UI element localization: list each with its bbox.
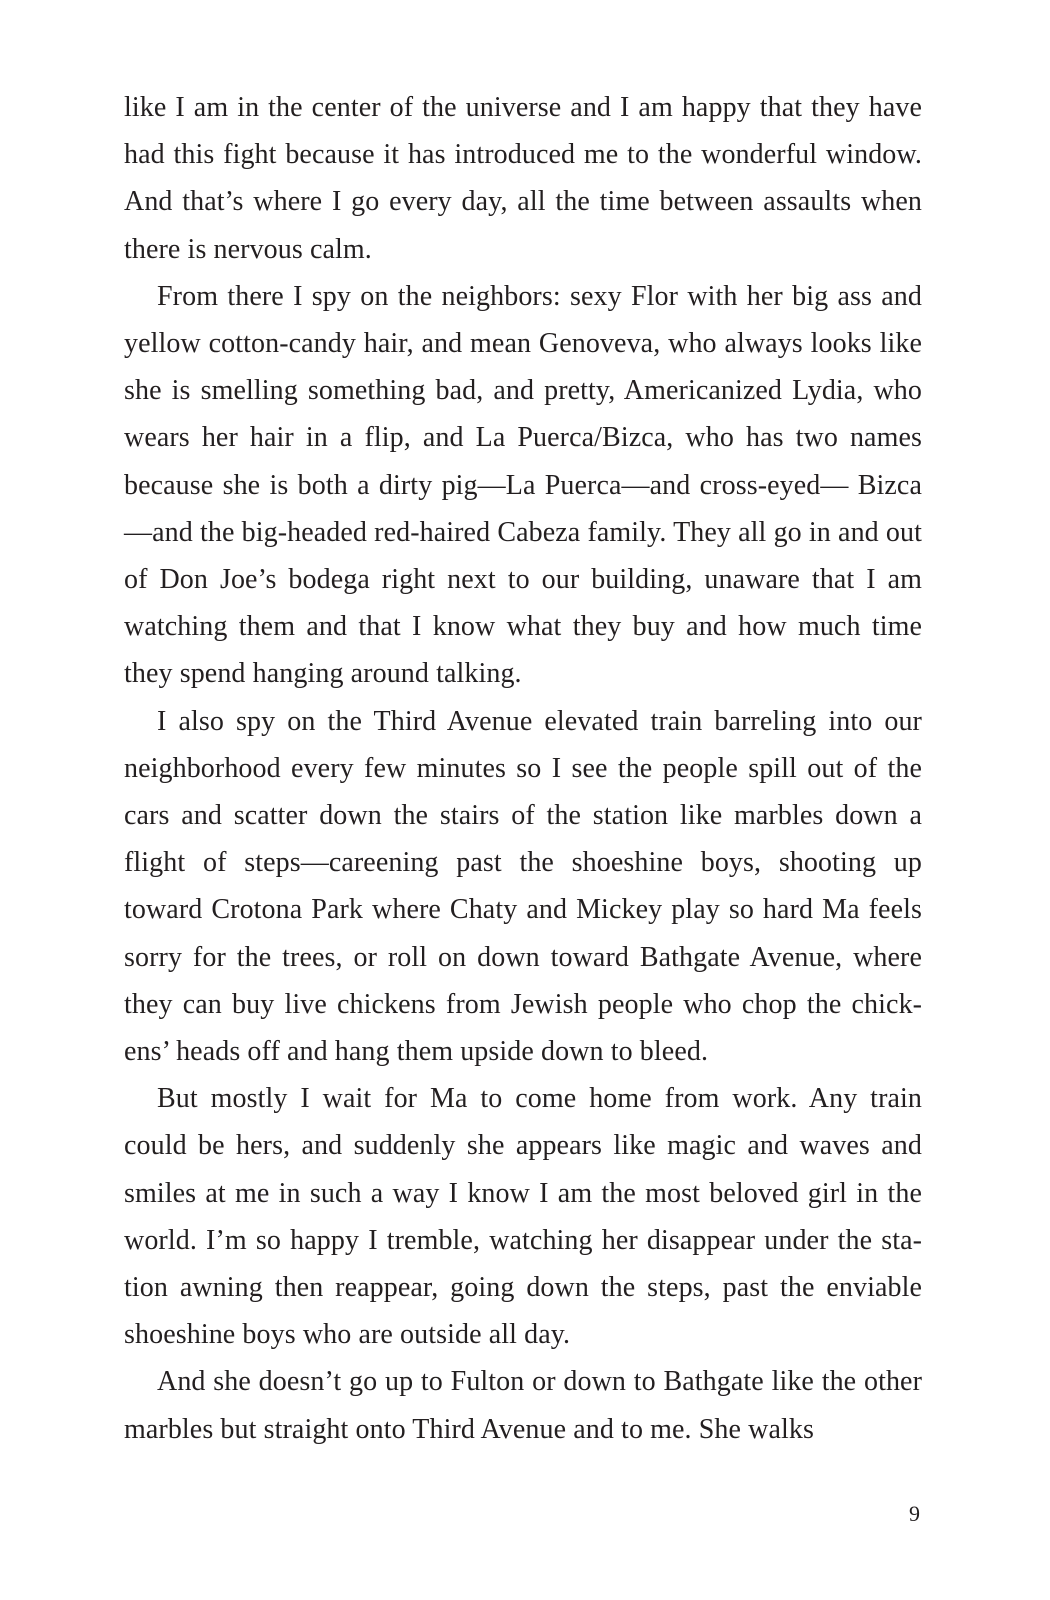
body-text [124, 84, 922, 1453]
paragraph-1: like I am in the center of the universe and I am happy that they have had this fight because it has introduced me to the wonderful window. And that’s where I go every day, all the time between assaults when there is nervous calm. [124, 92, 922, 265]
page-number: 9 [909, 1501, 920, 1526]
paragraph-4: But mostly I wait for Ma to come home from work. Any train could be hers, and suddenly she appears like magic and waves and smiles at me in such a way I know I am the most beloved girl in the world. I’m so happy I tremble, watching her disappear under the station awning then reappear, going down the steps, past the enviable shoeshine boys who are outside all day. [124, 1083, 922, 1351]
paragraph-2: From there I spy on the neighbors: sexy Flor with her big ass and yellow cotton-candy hair, and mean Genoveva, who always looks like she is smelling something bad, and pretty, Americanized Lydia, who wears her hair in a flip, and La Puerca/Bizca, who has two names because she is both a dirty pig—La Puerca—and cross-eyed— Bizca—and the big-headed red-haired Cabeza family. They all go in and out of Don Joe’s bodega right next to our building, unaware that I am watching them and that I know what they buy and how much time they spend hanging around talking. [124, 280, 922, 690]
paragraph-5: And she doesn’t go up to Fulton or down to Bathgate like the other marbles but straight onto Third Avenue and to me. She walks [124, 1366, 922, 1445]
paragraph-3: I also spy on the Third Avenue elevated train barreling into our neighborhood every few minutes so I see the people spill out of the cars and scatter down the stairs of the station like marbles down a flight of steps—careening past the shoeshine boys, shooting up toward Crotona Park where Chaty and Mickey play so hard Ma feels sorry for the trees, or roll on down toward Bathgate Avenue, where they can buy live chickens from Jewish people who chop the chickens’ heads off and hang them upside down to bleed. [124, 705, 922, 1068]
